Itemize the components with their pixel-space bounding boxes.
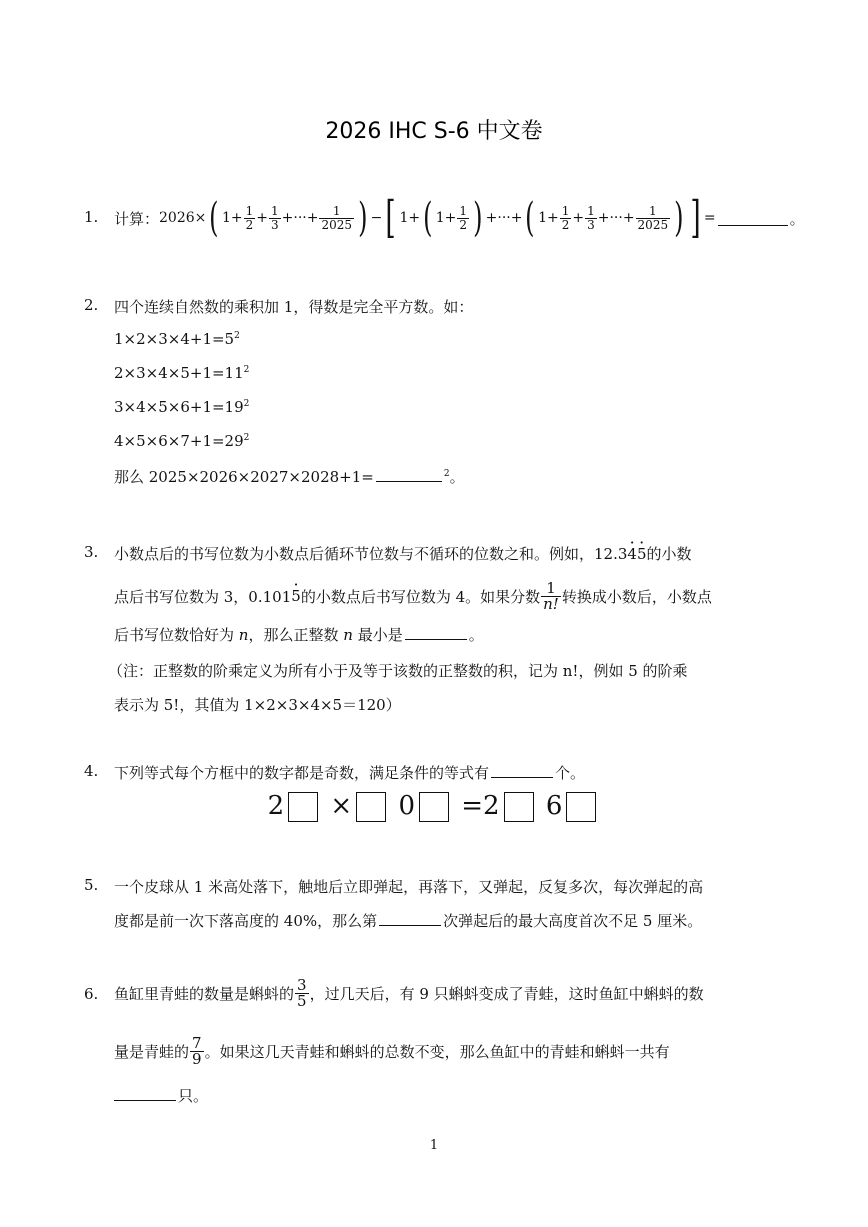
q2-example-3: $3\times 4\times 5\times 6+1=19^2$ (114, 398, 250, 416)
question-number: 2. (84, 296, 99, 314)
q3-line-2: 点后书写位数为 3，0.101 5 · 的小数点后书写位数为 4。如果分数 $\frac{1}{n!}$ 转换成小数后，小数点 (114, 576, 712, 616)
q2-intro: 四个连续自然数的乘积加 1，得数是完全平方数。如： (114, 298, 474, 316)
q5-line-2: 度都是前一次下落高度的 40%，那么第 次弹起后的最大高度首次不足 5 厘米。 (114, 912, 703, 930)
digit-box[interactable] (419, 792, 449, 822)
question-number: 5. (84, 876, 99, 894)
answer-blank[interactable] (718, 211, 788, 226)
digit-box[interactable] (504, 792, 534, 822)
answer-blank[interactable] (405, 625, 467, 640)
question-1-expression: 计算： 2026× ( 1+ $\frac{1}{2}$ + $\frac{1}{3}$ +···+ $\frac{1}{2025}$ ) − [ 1+ ( 1+ $\frac{1}{2}$ ) +···+ ( 1+ $\frac{1}{2}$ + $\frac{1}{3}$ +···+ $\frac{1}{2025}$ ) ] = 。 (114, 192, 805, 243)
q5-line-1: 一个皮球从 1 米高处落下，触地后立即弹起，再落下，又弹起，反复多次，每次弹起的高 (114, 878, 704, 896)
q3-note-1: （注：正整数的阶乘定义为所有小于及等于该数的正整数的积，记为 n!，例如 5 的阶乘 (108, 662, 688, 680)
q1-lead: 2026× (159, 210, 207, 226)
q6-line-3: 只。 (114, 1085, 208, 1106)
q1-label: 计算： (114, 209, 160, 228)
q2-example-1: $1\times 2\times 3\times 4+1=5^2$ (114, 330, 240, 348)
answer-blank[interactable] (376, 467, 442, 482)
q4-text: 下列等式每个方框中的数字都是奇数，满足条件的等式有 个。 (114, 764, 586, 782)
q3-line-3: 后书写位数恰好为 n，那么正整数 n 最小是 。 (114, 626, 484, 644)
q1-equals: = (703, 210, 716, 226)
page-number: 1 (429, 1138, 439, 1153)
digit-box[interactable] (566, 792, 596, 822)
question-number: 6. (84, 985, 99, 1003)
answer-blank[interactable] (114, 1086, 176, 1101)
digit-box[interactable] (288, 792, 318, 822)
q3-line-1: 小数点后的书写位数为小数点后循环节位数与不循环的位数之和。例如，12.34 ·5 ·的小数 (114, 543, 692, 564)
q2-example-4: $4\times 5\times 6\times 7+1=29^2$ (114, 432, 250, 450)
q2-ask: 那么 2025×2026×2027×2028+1= $^2$。 (114, 468, 465, 486)
q2-example-2: $2\times 3\times 4\times 5+1=11^2$ (114, 364, 250, 382)
answer-blank[interactable] (491, 763, 553, 778)
question-number: 3. (84, 543, 99, 561)
exam-title: 2026 IHC S-6 中文卷 (325, 119, 543, 144)
q6-line-2: 量是青蛙的 $\frac{7}{9}$ 。如果这几天青蛙和蝌蚪的总数不变，那么鱼缸中的青蛙和蝌蚪一共有 (114, 1033, 670, 1068)
answer-blank[interactable] (379, 911, 441, 926)
q4-equation: 2 × 0 =2 6 (0, 791, 868, 822)
question-number: 1. (84, 208, 99, 226)
q3-note-2: 表示为 5!，其值为 1×2×3×4×5＝120） (114, 696, 401, 714)
digit-box[interactable] (356, 792, 386, 822)
question-number: 4. (84, 762, 99, 780)
q1-end: 。 (789, 209, 805, 228)
q6-line-1: 鱼缸里青蛙的数量是蝌蚪的 $\frac{3}{5}$ ，过几天后，有 9 只蝌蚪变成了青蛙，这时鱼缸中蝌蚪的数 (114, 975, 704, 1010)
